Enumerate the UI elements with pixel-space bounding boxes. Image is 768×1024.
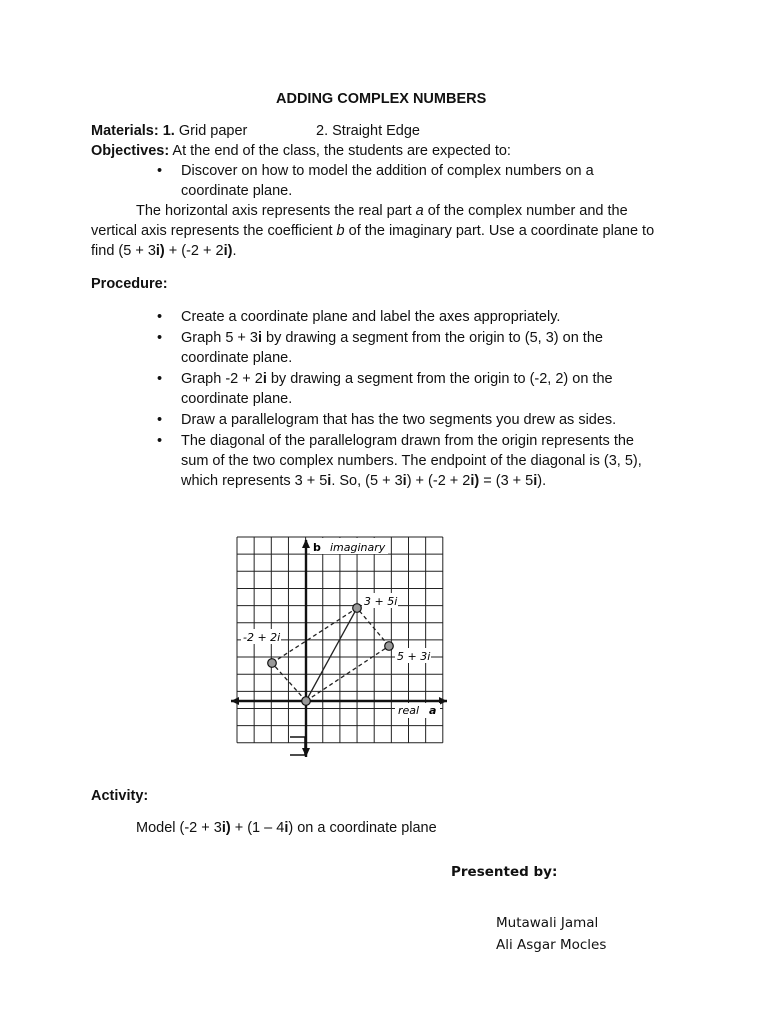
intro-i: i) <box>155 243 165 259</box>
presented-by-label: Presented by: <box>451 864 558 880</box>
bullet-icon: • <box>157 412 163 428</box>
procedure-step5-line1: The diagonal of the parallelogram drawn from the origin represents the <box>181 433 634 449</box>
intro-text: of the complex number and the <box>423 203 628 219</box>
step-i: i <box>402 473 407 489</box>
bullet-icon: • <box>157 309 163 325</box>
objective-bullet-line1: Discover on how to model the addition of complex numbers on a <box>181 163 594 179</box>
intro-var-b: b <box>336 223 345 239</box>
parallel-side-1 <box>272 608 357 663</box>
intro-text: find (5 + 3 <box>91 243 156 259</box>
page-title: ADDING COMPLEX NUMBERS <box>276 91 487 107</box>
step-i: i <box>327 473 332 489</box>
activity-i: i <box>284 820 289 836</box>
axis-mark <box>290 737 305 755</box>
procedure-label: Procedure: <box>91 276 168 292</box>
activity-label: Activity: <box>91 788 149 804</box>
step-text: = (3 + 5 <box>479 473 534 489</box>
activity-text <box>136 820 437 836</box>
label-sum: 3 + 5i <box>364 595 398 608</box>
presenter-name-2: Ali Asgar Mocles <box>496 937 607 953</box>
segment-z1 <box>306 646 389 701</box>
bullet-icon: • <box>157 433 163 449</box>
step-text: Graph -2 + 2 <box>181 371 263 387</box>
presenter-name-1: Mutawali Jamal <box>496 915 599 931</box>
step-i: i <box>262 371 267 387</box>
intro-i: i) <box>223 243 233 259</box>
step-text: . So, (5 + 3 <box>331 473 403 489</box>
materials-item1-num: 1. <box>162 123 175 139</box>
axis-label-real: real <box>398 704 420 717</box>
step-text: ). <box>537 473 547 489</box>
procedure-step1: Create a coordinate plane and label the axes appropriately. <box>181 309 561 325</box>
label-z2: -2 + 2i <box>243 631 281 644</box>
axis-label-imaginary: imaginary <box>330 541 386 554</box>
materials-item2: 2. Straight Edge <box>316 123 420 139</box>
diagonal-sum <box>306 608 357 701</box>
procedure-step3-cont: coordinate plane. <box>181 391 293 407</box>
activity-part: ) on a coordinate plane <box>288 820 437 836</box>
point-z1 <box>385 642 394 651</box>
axis-label-a: a <box>429 704 437 717</box>
intro-text: + (-2 + 2 <box>164 243 224 259</box>
objective-bullet-line2: coordinate plane. <box>181 183 293 199</box>
real-axis-left-arrow <box>231 697 239 705</box>
intro-text: vertical axis represents the coefficient <box>91 223 337 239</box>
axis-label-b: b <box>313 541 321 554</box>
step-text: by drawing a segment from the origin to (-2, 2) on the <box>266 371 613 387</box>
point-sum <box>353 604 362 613</box>
materials-label: Materials: <box>91 123 159 139</box>
procedure-step5-line2: sum of the two complex numbers. The endpoint of the diagonal is (3, 5), <box>181 453 642 469</box>
step-i: i <box>257 330 263 346</box>
bullet-icon: • <box>157 330 163 346</box>
intro-text: The horizontal axis represents the real part <box>136 203 416 219</box>
activity-part: + (1 – 4 <box>230 820 285 836</box>
activity-part: Model (-2 + 3 <box>136 820 222 836</box>
bullet-icon: • <box>157 371 163 387</box>
segment-z2 <box>272 663 306 701</box>
step-text: Graph 5 + 3 <box>181 330 258 346</box>
procedure-step4: Draw a parallelogram that has the two segments you drew as sides. <box>181 412 617 428</box>
step-i: i) <box>470 473 480 489</box>
step-text: ) + (-2 + 2 <box>406 473 471 489</box>
intro-var-a: a <box>415 203 424 219</box>
bullet-icon: • <box>157 163 163 179</box>
step-text: which represents 3 + 5 <box>181 473 328 489</box>
imaginary-axis-top-arrow <box>302 539 310 548</box>
procedure-step2-cont: coordinate plane. <box>181 350 293 366</box>
step-text: by drawing a segment from the origin to (5, 3) on the <box>262 330 603 346</box>
label-z1: 5 + 3i <box>397 650 431 663</box>
objectives-label: Objectives: <box>91 143 170 159</box>
point-origin <box>302 697 311 706</box>
materials-item1: Grid paper <box>178 123 248 139</box>
point-z2 <box>268 659 277 668</box>
step-i: i <box>533 473 538 489</box>
intro-text: . <box>232 243 237 259</box>
intro-text: of the imaginary part. Use a coordinate plane to <box>344 223 655 239</box>
objectives-text: At the end of the class, the students are expected to: <box>172 143 511 159</box>
activity-i: i) <box>221 820 231 836</box>
